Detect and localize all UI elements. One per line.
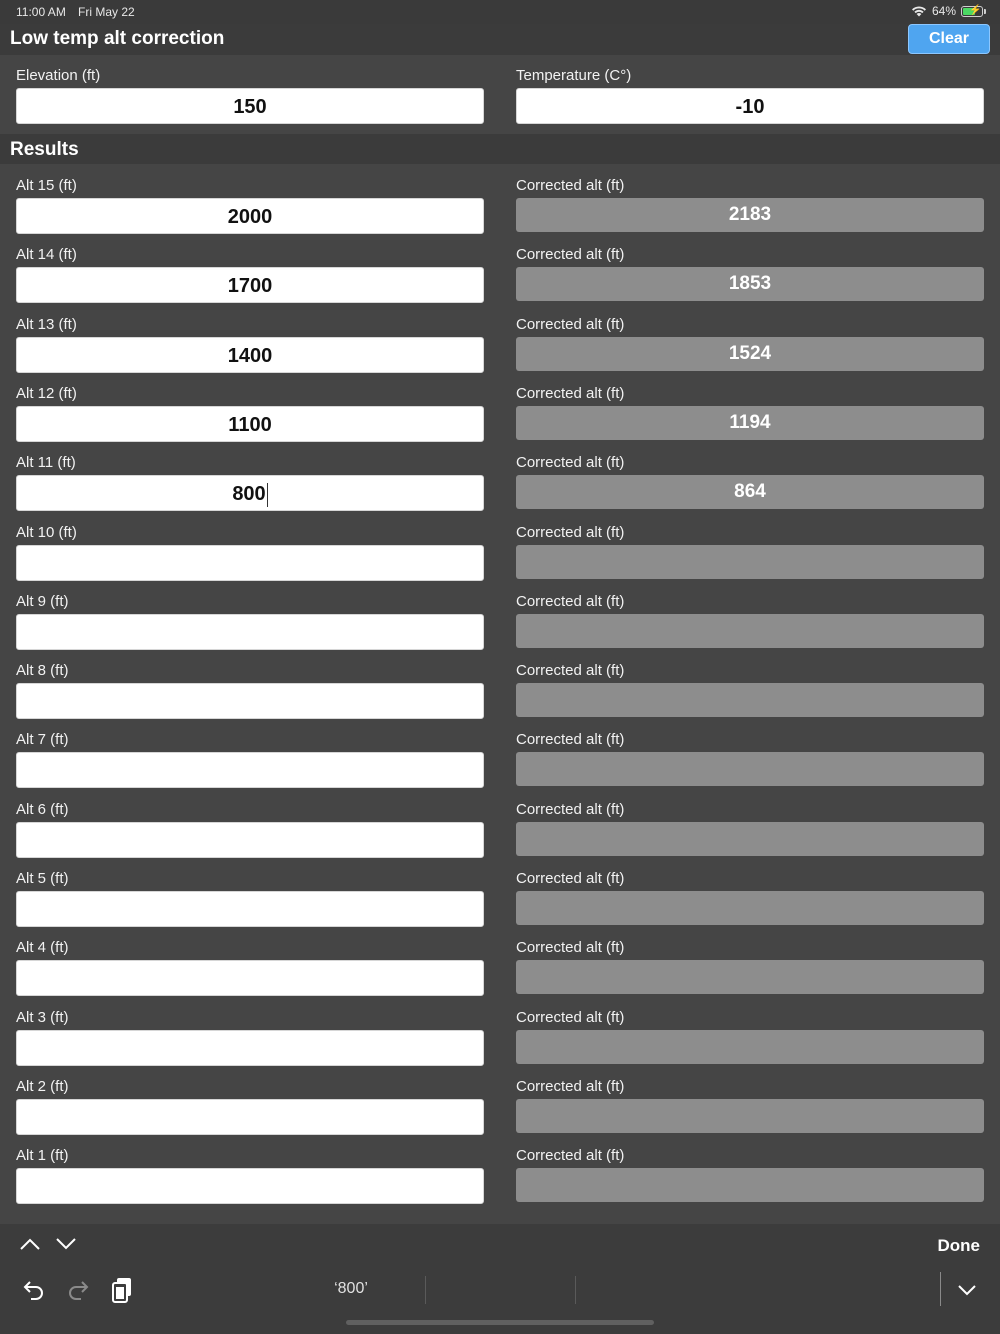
corrected-alt-output: 1853 (516, 267, 984, 301)
alt-label: Alt 2 (ft) (16, 1078, 69, 1095)
alt-input[interactable] (16, 683, 484, 719)
corrected-alt-output: 1194 (516, 406, 984, 440)
alt-input[interactable] (16, 406, 484, 442)
autocomplete-suggestion[interactable]: ‘800’ (334, 1280, 368, 1297)
clear-button[interactable]: Clear (908, 24, 990, 54)
paste-icon[interactable] (110, 1276, 134, 1304)
alt-input-value: 1400 (227, 345, 273, 367)
wifi-icon (911, 5, 927, 17)
alt-input[interactable] (16, 614, 484, 650)
chevron-down-icon[interactable] (54, 1236, 78, 1252)
alt-label: Alt 9 (ft) (16, 593, 69, 610)
alt-label: Alt 8 (ft) (16, 662, 69, 679)
temperature-label: Temperature (C°) (516, 67, 632, 84)
undo-icon[interactable] (22, 1279, 46, 1301)
alt-label: Alt 12 (ft) (16, 385, 77, 402)
alt-input[interactable] (16, 1030, 484, 1066)
corrected-alt-label: Corrected alt (ft) (516, 1078, 625, 1095)
keyboard-dismiss-icon[interactable] (956, 1282, 978, 1298)
battery-icon: ⚡ (961, 6, 983, 17)
alt-label: Alt 1 (ft) (16, 1147, 69, 1164)
corrected-alt-label: Corrected alt (ft) (516, 731, 625, 748)
corrected-alt-label: Corrected alt (ft) (516, 177, 625, 194)
alt-input[interactable] (16, 752, 484, 788)
page-title: Low temp alt correction (10, 28, 225, 49)
home-indicator (346, 1320, 654, 1325)
corrected-alt-label: Corrected alt (ft) (516, 246, 625, 263)
alt-input-value: 1100 (228, 414, 272, 436)
corrected-alt-output (516, 1030, 984, 1064)
corrected-alt-label: Corrected alt (ft) (516, 524, 625, 541)
elevation-field[interactable]: 150 (16, 88, 484, 124)
alt-input[interactable] (16, 1168, 484, 1204)
corrected-alt-output (516, 891, 984, 925)
alt-input[interactable] (16, 960, 484, 996)
text-caret (267, 483, 268, 507)
alt-input[interactable] (16, 545, 484, 581)
corrected-alt-output: 2183 (516, 198, 984, 232)
corrected-alt-label: Corrected alt (ft) (516, 662, 625, 679)
corrected-alt-output (516, 683, 984, 717)
alt-label: Alt 7 (ft) (16, 731, 69, 748)
alt-label: Alt 3 (ft) (16, 1009, 69, 1026)
corrected-alt-output (516, 614, 984, 648)
alt-label: Alt 15 (ft) (16, 177, 77, 194)
temperature-field[interactable]: -10 (516, 88, 984, 124)
corrected-alt-output (516, 960, 984, 994)
corrected-alt-output (516, 545, 984, 579)
chevron-up-icon[interactable] (18, 1236, 42, 1252)
keyboard-accessory-bar (0, 1224, 1000, 1334)
elevation-label: Elevation (ft) (16, 67, 101, 84)
corrected-alt-label: Corrected alt (ft) (516, 939, 625, 956)
corrected-alt-output (516, 1168, 984, 1202)
alt-input[interactable] (16, 337, 484, 373)
corrected-alt-output: 864 (516, 475, 984, 509)
done-button[interactable]: Done (937, 1236, 980, 1255)
alt-label: Alt 13 (ft) (16, 316, 77, 333)
corrected-alt-label: Corrected alt (ft) (516, 385, 625, 402)
corrected-alt-label: Corrected alt (ft) (516, 316, 625, 333)
alt-input-value: 800 (232, 483, 266, 505)
status-time: 11:00 AM (16, 5, 66, 19)
results-header (0, 134, 1000, 164)
alt-label: Alt 10 (ft) (16, 524, 77, 541)
battery-percent: 64% (931, 4, 956, 18)
corrected-alt-label: Corrected alt (ft) (516, 1009, 625, 1026)
alt-label: Alt 4 (ft) (16, 939, 69, 956)
corrected-alt-label: Corrected alt (ft) (516, 801, 625, 818)
results-title: Results (10, 139, 79, 160)
corrected-alt-label: Corrected alt (ft) (516, 1147, 625, 1164)
corrected-alt-label: Corrected alt (ft) (516, 593, 625, 610)
battery-tip (984, 9, 986, 14)
corrected-alt-label: Corrected alt (ft) (516, 870, 625, 887)
corrected-alt-label: Corrected alt (ft) (516, 454, 625, 471)
alt-input-value: 1700 (227, 275, 273, 297)
alt-label: Alt 11 (ft) (16, 454, 76, 471)
redo-icon[interactable] (66, 1279, 90, 1301)
alt-input[interactable] (16, 822, 484, 858)
suggestion-divider (425, 1276, 426, 1304)
alt-input-value: 2000 (227, 206, 273, 228)
status-right (911, 4, 986, 18)
alt-label: Alt 6 (ft) (16, 801, 69, 818)
alt-label: Alt 5 (ft) (16, 870, 69, 887)
corrected-alt-output (516, 752, 984, 786)
corrected-alt-output (516, 1099, 984, 1133)
alt-input[interactable] (16, 1099, 484, 1135)
status-date: Fri May 22 (78, 5, 135, 19)
corrected-alt-output (516, 822, 984, 856)
dismiss-divider (940, 1272, 941, 1306)
suggestion-divider (575, 1276, 576, 1304)
nav-bar (0, 24, 1000, 55)
alt-input[interactable] (16, 198, 484, 234)
alt-label: Alt 14 (ft) (16, 246, 77, 263)
status-bar (0, 0, 1000, 24)
alt-input[interactable] (16, 267, 484, 303)
corrected-alt-output: 1524 (516, 337, 984, 371)
alt-input[interactable] (16, 891, 484, 927)
alt-input[interactable] (16, 475, 484, 511)
